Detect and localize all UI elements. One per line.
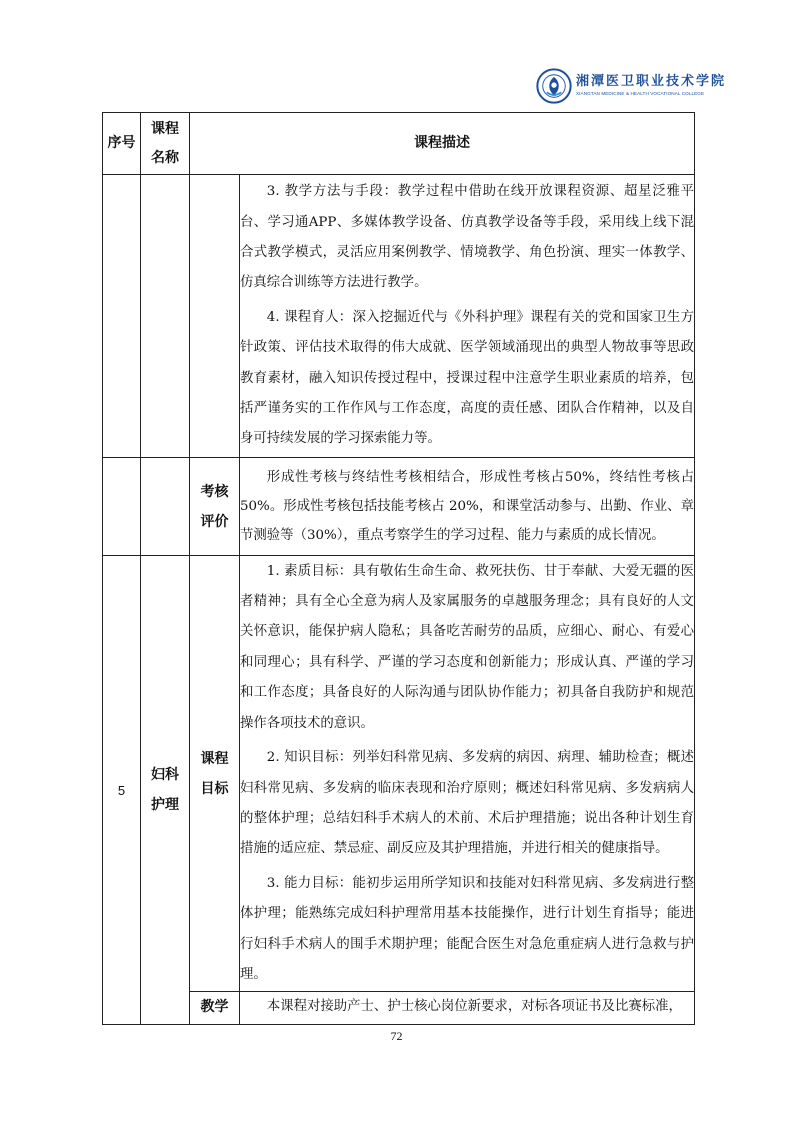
- table-row: [103, 556, 695, 992]
- header-course-name: 课程名称: [141, 113, 190, 175]
- label-cell-empty: [190, 175, 240, 458]
- course-goals-label: 课程目标: [190, 556, 240, 992]
- header-seq: 序号: [103, 113, 141, 175]
- assessment-text-cell: [240, 458, 695, 556]
- assessment-text: 形成性考核与终结性考核相结合，形成性考核占50%，终结性考核占50%。形成性考核包括技能考核占 20%，和课堂活动参与、出勤、作业、章节测验等（30%），重点考察学生的学习过程、能力与素质的成长情况。: [240, 469, 694, 544]
- course-5-seq: 5: [103, 556, 141, 1025]
- ability-goal-text: 3. 能力目标：能初步运用所学知识和技能对妇科常见病、多发病进行整体护理；能熟练完成妇科护理常用基本技能操作，进行计划生育指导；能进行妇科手术病人的围手术期护理；能配合医生对急危重症病人进行急救与护理。: [240, 875, 694, 982]
- course-table: [102, 112, 695, 1025]
- teaching-label: 教学: [190, 992, 240, 1025]
- quality-goal-text: 1. 素质目标：具有敬佑生命生命、救死扶伤、甘于奉献、大爱无疆的医者精神；具有全心全意为病人及家属服务的卓越服务理念；具有良好的人文关怀意识，能保护病人隐私；具备吃苦耐劳的品质，应细心、耐心、有爱心和同理心；具有科学、严谨的学习态度和创新能力；形成认真、严谨的学习和工作态度；具备良好的人际沟通与团队协作能力；初具备自我防护和规范操作各项技术的意识。: [240, 563, 694, 731]
- assessment-label: 考核评价: [190, 458, 240, 556]
- table-header-row: [103, 113, 695, 175]
- table-row: [103, 992, 695, 1025]
- header-description: 课程描述: [190, 113, 695, 175]
- college-logo: [536, 64, 727, 108]
- seq-cell-empty: [103, 458, 141, 556]
- college-name-en: XIANGTAN MEDICINE & HEALTH VOCATIONAL COLLEGE: [576, 91, 705, 96]
- college-name-cn: 湘潭医卫职业技术学院: [576, 74, 727, 89]
- table-row: [103, 458, 695, 556]
- course-name-cell-empty: [141, 458, 190, 556]
- course-5-name: 妇科护理: [141, 556, 190, 1025]
- teaching-methods-text: 3. 教学方法与手段：教学过程中借助在线开放课程资源、超星泛雅平台、学习通APP、多媒体教学设备、仿真教学设备等手段，采用线上线下混合式教学模式，灵活应用案例教学、情境教学、角色扮演、理实一体教学、仿真综合训练等方法进行教学。: [240, 184, 694, 291]
- page-number: 72: [390, 1029, 403, 1043]
- teaching-first-line: 本课程对接助产士、护士核心岗位新要求，对标各项证书及比赛标准，: [266, 999, 682, 1014]
- description-cell: [240, 175, 695, 458]
- college-seal-icon: [536, 68, 572, 104]
- seq-cell-empty: [103, 175, 141, 458]
- teaching-cell: [240, 992, 695, 1025]
- knowledge-goal-text: 2. 知识目标：列举妇科常见病、多发病的病因、病理、辅助检查；概述妇科常见病、多发病的临床表现和治疗原则；概述妇科常见病、多发病病人的整体护理；总结妇科手术病人的术前、术后护理措施；说出各种计划生育措施的适应症、禁忌症、副反应及其护理措施，并进行相关的健康指导。: [240, 750, 694, 857]
- course-name-cell-empty: [141, 175, 190, 458]
- course-education-text: 4. 课程育人：深入挖掘近代与《外科护理》课程有关的党和国家卫生方针政策、评估技术取得的伟大成就、医学领域涌现出的典型人物故事等思政教育素材，融入知识传授过程中，授课过程中注意学生职业素质的培养，包括严谨务实的工作作风与工作态度，高度的责任感、团队合作精神，以及自身可持续发展的学习探索能力等。: [240, 309, 694, 447]
- table-row: [103, 175, 695, 458]
- course-goals-cell: [240, 556, 695, 992]
